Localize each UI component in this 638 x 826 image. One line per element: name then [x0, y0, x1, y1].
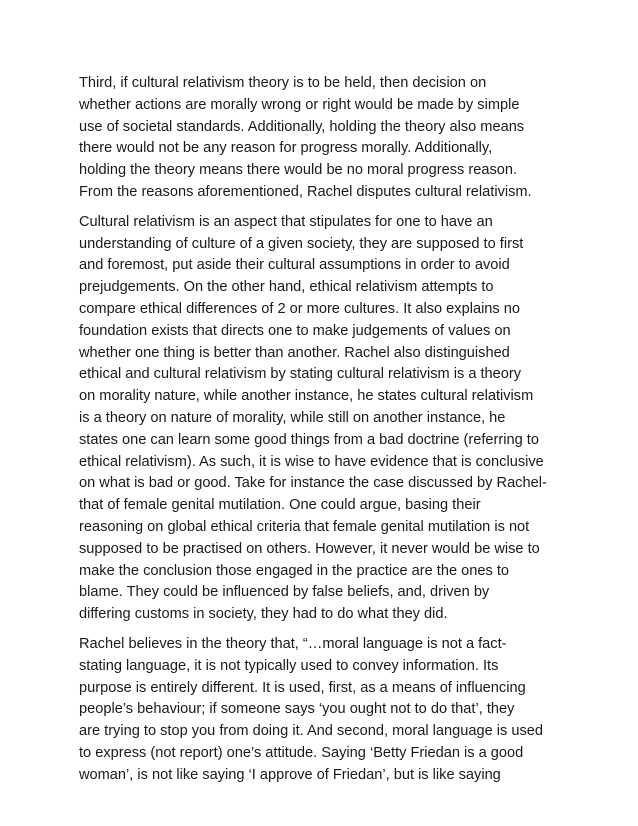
- paragraph-2-line-16: supposed to be practised on others. However, it never would be wise to: [79, 540, 540, 557]
- paragraph-3-line-1: Rachel believes in the theory that, “…moral language is not a fact-: [79, 635, 507, 652]
- paragraph-2-line-13: on what is bad or good. Take for instance the case discussed by Rachel-: [79, 475, 547, 492]
- paragraph-1-line-1: Third, if cultural relativism theory is to be held, then decision on: [79, 75, 487, 91]
- paragraph-1-line-6: From the reasons aforementioned, Rachel disputes cultural relativism.: [79, 183, 532, 200]
- paragraph-2-line-6: foundation exists that directs one to make judgements of values on: [79, 322, 511, 339]
- paragraph-2-line-9: on morality nature, while another instance, he states cultural relativism: [79, 388, 534, 405]
- paragraph-3: [79, 634, 569, 787]
- paragraph-2-line-2: understanding of culture of a given society, they are supposed to first: [79, 235, 524, 252]
- paragraph-3-line-5: are trying to stop you from doing it. And second, moral language is used: [79, 723, 544, 740]
- paragraph-2-line-3: and foremost, put aside their cultural assumptions in order to avoid: [79, 257, 510, 274]
- paragraph-1: [79, 73, 569, 204]
- paragraph-2-line-19: differing customs in society, they had to do what they did.: [79, 606, 448, 623]
- paragraph-3-line-3: purpose is entirely different. It is used, first, as a means of influencing: [79, 679, 526, 696]
- paragraph-3-line-4: people’s behaviour; if someone says ‘you ought not to do that’, they: [79, 701, 515, 718]
- paragraph-2-line-15: reasoning on global ethical criteria that female genital mutilation is not: [79, 518, 530, 535]
- paragraph-1-line-4: there would not be any reason for progress morally. Additionally,: [79, 140, 493, 157]
- paragraph-2-line-11: states one can learn some good things from a bad doctrine (referring to: [79, 431, 539, 448]
- paragraph-2-line-17: make the conclusion those engaged in the practice are the ones to: [79, 562, 509, 579]
- paragraph-2-line-12: ethical relativism). As such, it is wise to have evidence that is conclusive: [79, 453, 544, 470]
- paragraph-2-line-8: ethical and cultural relativism by stating cultural relativism is a theory: [79, 366, 522, 383]
- paragraph-2-line-18: blame. They could be influenced by false beliefs, and, driven by: [79, 584, 490, 601]
- paragraph-2-line-7: whether one thing is better than another. Rachel also distinguished: [79, 344, 510, 361]
- paragraph-1-line-3: use of societal standards. Additionally, holding the theory also means: [79, 118, 525, 135]
- paragraph-2-line-14: that of female genital mutilation. One could argue, basing their: [79, 497, 481, 514]
- paragraph-2-line-5: compare ethical differences of 2 or more cultures. It also explains no: [79, 300, 521, 317]
- paragraph-1-line-2: whether actions are morally wrong or right would be made by simple: [79, 96, 520, 113]
- document-body: [79, 73, 569, 795]
- paragraph-2-line-4: prejudgements. On the other hand, ethical relativism attempts to: [79, 279, 494, 296]
- paragraph-3-line-2: stating language, it is not typically used to convey information. Its: [79, 657, 499, 674]
- paragraph-2-line-1: Cultural relativism is an aspect that stipulates for one to have an: [79, 213, 493, 230]
- paragraph-2: [79, 212, 569, 626]
- paragraph-3-line-6: to express (not report) one’s attitude. Saying ‘Betty Friedan is a good: [79, 744, 524, 761]
- paragraph-2-line-10: is a theory on nature of morality, while still on another instance, he: [79, 409, 506, 426]
- paragraph-1-line-5: holding the theory means there would be no moral progress reason.: [79, 162, 518, 179]
- paragraph-3-line-7: woman’, is not like saying ‘I approve of Friedan’, but is like saying: [79, 766, 501, 783]
